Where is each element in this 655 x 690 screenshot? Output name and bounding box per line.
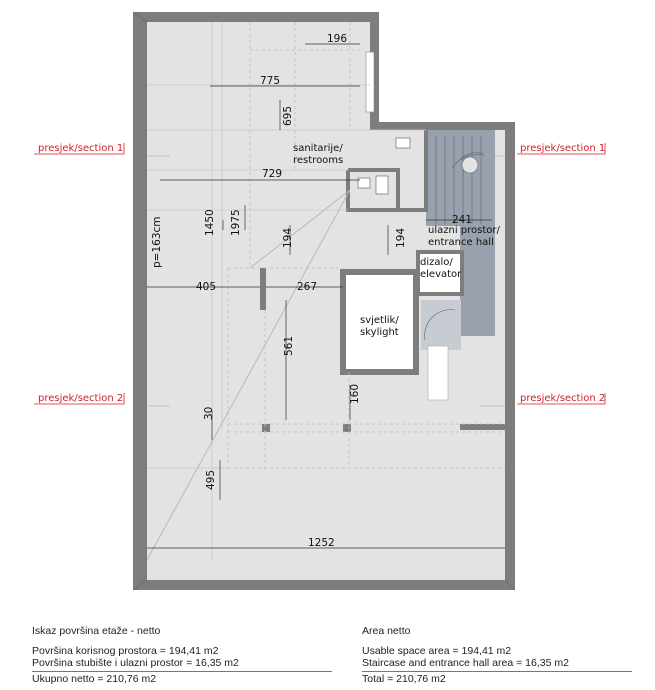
restrooms-label-2: restrooms <box>293 155 344 166</box>
skylight-label-2: skylight <box>360 327 399 338</box>
staircase <box>426 130 495 226</box>
skylight-label-1: svjetlik/ <box>360 315 399 326</box>
dim-495: 495 <box>205 469 217 490</box>
height-note: p=163cm <box>151 216 163 268</box>
entrance-label-2: entrance hall <box>428 237 494 248</box>
dim-241: 241 <box>452 214 473 226</box>
dim-561: 561 <box>283 335 295 356</box>
summary-hr-title: Iskaz površina etaže - netto <box>32 625 161 637</box>
dim-196: 196 <box>327 33 348 45</box>
section1-right-label: presjek/section 1 <box>520 143 606 154</box>
dim-160: 160 <box>349 383 361 404</box>
area-summary-hr <box>32 625 332 685</box>
summary-hr-line2: Površina stubište i ulazni prostor = 16,35 m2 <box>32 657 239 669</box>
dim-1450: 1450 <box>204 209 216 236</box>
elevator-label-2: elevator <box>420 269 462 280</box>
section2-right-label: presjek/section 2 <box>520 393 606 404</box>
dim-267: 267 <box>297 281 318 293</box>
section1-left-label: presjek/section 1 <box>38 143 124 154</box>
elevator-label-1: dizalo/ <box>420 257 453 268</box>
dim-695: 695 <box>282 105 294 126</box>
restrooms-label-1: sanitarije/ <box>293 143 343 154</box>
summary-en-line1: Usable space area = 194,41 m2 <box>362 645 512 657</box>
dim-405: 405 <box>196 281 217 293</box>
dim-729: 729 <box>262 168 283 180</box>
summary-en-line2: Staircase and entrance hall area = 16,35 m2 <box>362 657 569 669</box>
window-top-right <box>366 52 374 112</box>
dim-194-left: 194 <box>282 227 294 248</box>
dim-1975: 1975 <box>230 209 242 236</box>
summary-hr-total: Ukupno netto = 210,76 m2 <box>32 671 332 685</box>
summary-hr-line1: Površina korisnog prostora = 194,41 m2 <box>32 645 219 657</box>
entrance-label-1: ulazni prostor/ <box>428 225 500 236</box>
dim-30: 30 <box>203 406 215 420</box>
summary-en-total: Total = 210,76 m2 <box>362 671 632 685</box>
dim-194-right: 194 <box>395 227 407 248</box>
dim-775: 775 <box>260 75 281 87</box>
area-summary-en <box>362 625 632 685</box>
dim-1252: 1252 <box>308 537 335 549</box>
summary-en-title: Area netto <box>362 625 411 637</box>
section2-left-label: presjek/section 2 <box>38 393 124 404</box>
